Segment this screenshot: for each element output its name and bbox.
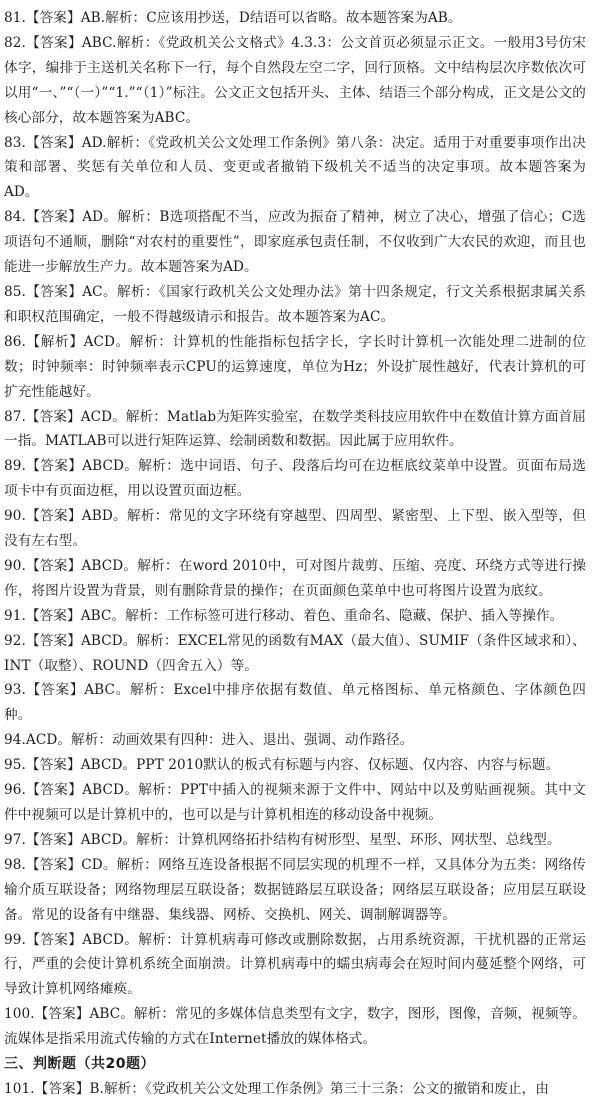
answer-entry xyxy=(4,504,586,554)
entry-number: 99. xyxy=(4,931,26,948)
answer-entry xyxy=(4,853,586,928)
answer-entry xyxy=(4,753,586,778)
entry-number: 82. xyxy=(4,34,26,51)
answer-entry xyxy=(4,31,586,131)
entry-number: 87. xyxy=(4,408,26,425)
entry-text: 【答案】ABCD。PPT 2010默认的板式有标题与内容、仅标题、仅内容、内容与标题。 xyxy=(25,757,560,774)
entry-text: 【答案】AD.解析：《党政机关公文处理工作条例》第八条：决定。适用于对重要事项作出决策和部署、奖惩有关单位和人员、变更或者撤销下级机关不适当的决定事项。故本题答案为AD。 xyxy=(4,134,586,201)
answer-entry xyxy=(4,205,586,280)
entry-number: 84. xyxy=(4,209,26,226)
entry-number: 92. xyxy=(4,632,26,649)
entry-text: 【答案】B.解析：《党政机关公文处理工作条例》第三十三条：公文的撤销和废止，由 xyxy=(34,1080,550,1097)
entry-text: 【答案】ACD。解析：Matlab为矩阵实验室，在数学类科技应用软件中在数值计算方面首屈一指。MATLAB可以进行矩阵运算、绘制函数和数据。因此属于应用软件。 xyxy=(4,408,586,450)
answer-entry xyxy=(4,928,586,1003)
answer-entry xyxy=(4,454,586,504)
entry-text: 【答案】ABCD。解析：PPT中插入的视频来源于文件中、网站中以及剪贴画视频。其中文件中视频可以是计算机中的，也可以是与计算机相连的移动设备中视频。 xyxy=(4,782,586,823)
entry-number: 98. xyxy=(4,856,26,873)
entry-number: 83. xyxy=(4,134,26,151)
entry-number: 95. xyxy=(4,757,26,774)
answer-entry xyxy=(4,554,586,604)
entry-text: 【答案】ABCD。解析：选中词语、句子、段落后均可在边框底纹菜单中设置。页面布局选项卡中有页面边框，用以设置页面边框。 xyxy=(4,458,586,500)
entry-text: 【答案】ABCD。解析：计算机病毒可修改或删除数据，占用系统资源，干扰机器的正常运行，严重的会使计算机系统全面崩溃。计算机病毒中的蠕虫病毒会在短时间内蔓延整个网络，可导致计算机网络瘫痪。 xyxy=(4,931,586,998)
entry-text: 【答案】AC。解析：《国家行政机关公文处理办法》第十四条规定，行文关系根据隶属关系和职权范围确定，一般不得越级请示和报告。故本题答案为AC。 xyxy=(4,283,586,325)
entry-text: 【答案】AD。解析：B选项搭配不当，应改为振奋了精神，树立了决心，增强了信心；C选项语句不通顺，删除“对农村的重要性”，即家庭承包责任制，不仅收到广大农民的欢迎，而且也能进一步解放生产力。故本题答案为AD。 xyxy=(4,209,586,276)
entry-number: 89. xyxy=(4,458,26,475)
answer-entry-101 xyxy=(4,1077,586,1102)
entry-number: 90. xyxy=(4,557,26,574)
section-heading: 三、判断题（共20题） xyxy=(4,1056,155,1073)
answer-entry xyxy=(4,6,586,31)
entry-text: 【答案】ABCD。解析：EXCEL常见的函数有MAX（最大值）、SUMIF（条件区域求和）、INT（取整）、ROUND（四舍五入）等。 xyxy=(4,632,586,674)
entry-text: 【答案】ABD。解析：常见的文字环绕有穿越型、四周型、紧密型、上下型、嵌入型等，但没有左右型。 xyxy=(4,508,586,550)
answer-entry xyxy=(4,629,586,679)
answer-entry xyxy=(4,728,586,753)
entry-text: 【答案】CD。解析：网络互连设备根据不同层实现的机理不一样，又具体分为五类：网络传输介质互联设备；网络物理层互联设备；数据链路层互联设备；网络层互联设备；应用层互联设备。常见的设备有中继器、集线器、网桥、交换机、网关、调制解调器等。 xyxy=(4,856,586,923)
entry-number: 93. xyxy=(4,682,26,699)
entry-number: 90. xyxy=(4,508,26,525)
entry-text: 【答案】ABC。解析：工作标签可进行移动、着色、重命名、隐藏、保护、插入等操作。 xyxy=(25,607,564,624)
entry-text: 【答案】AB.解析：C应该用抄送，D结语可以省略。故本题答案为AB。 xyxy=(25,10,462,26)
entry-text: 【答案】ABC.解析：《党政机关公文格式》4.3.3：公文首页必须显示正文。一般用3号仿宋体字，编排于主送机关名称下一行，每个自然段左空二字，回行顶格。文中结构层次序数依次可以用“一、”“（一）”“1.”“（1）”标注。公文正文包括开头、主体、结语三个部分构成，正文是公文的核心部分，故本题答案为ABC。 xyxy=(4,34,586,126)
entry-number: 100. xyxy=(4,1006,35,1023)
entry-number: 91. xyxy=(4,607,26,624)
answer-entry xyxy=(4,778,586,828)
answer-entry xyxy=(4,604,586,629)
entry-text: 【答案】ABCD。解析：计算机网络拓扑结构有树形型、星型、环形、网状型、总线型。 xyxy=(25,831,561,848)
entry-text: 【解析】ACD。解析：计算机的性能指标包括字长，字长时计算机一次能处理二进制的位数；时钟频率：时钟频率表示CPU的运算速度，单位为Hz；外设扩展性越好，代表计算机的可扩充性能越好。 xyxy=(4,333,586,400)
entry-number: 85. xyxy=(4,283,26,300)
entry-number: 97. xyxy=(4,831,26,848)
answer-entry xyxy=(4,280,586,330)
entry-number: 81. xyxy=(4,10,26,26)
answer-entry xyxy=(4,405,586,455)
answer-entries xyxy=(4,6,586,1052)
answer-entry xyxy=(4,828,586,853)
answer-entry xyxy=(4,1002,586,1052)
entry-text: 【答案】ABC。解析：Excel中排序依据有数值、单元格图标、单元格颜色、字体颜色四种。 xyxy=(4,682,586,724)
entry-number: 94. xyxy=(4,732,26,749)
entry-number: 86. xyxy=(4,333,26,350)
entry-number: 96. xyxy=(4,782,26,799)
answer-entry xyxy=(4,131,586,206)
entry-text: 【答案】ABCD。解析：在word 2010中，可对图片裁剪、压缩、亮度、环绕方式等进行操作，将图片设置为背景，则有删除背景的操作；在页面颜色菜单中也可将图片设置为底纹。 xyxy=(4,557,586,599)
answer-entry xyxy=(4,678,586,728)
entry-text: 【答案】ABC。解析：常见的多媒体信息类型有文字，数字，图形，图像，音频，视频等。流媒体是指采用流式传输的方式在Internet播放的媒体格式。 xyxy=(4,1006,586,1048)
entry-number: 101. xyxy=(4,1080,35,1097)
answer-entry xyxy=(4,330,586,405)
entry-text: ACD。解析：动画效果有四种：进入、退出、强调、动作路径。 xyxy=(25,732,414,749)
